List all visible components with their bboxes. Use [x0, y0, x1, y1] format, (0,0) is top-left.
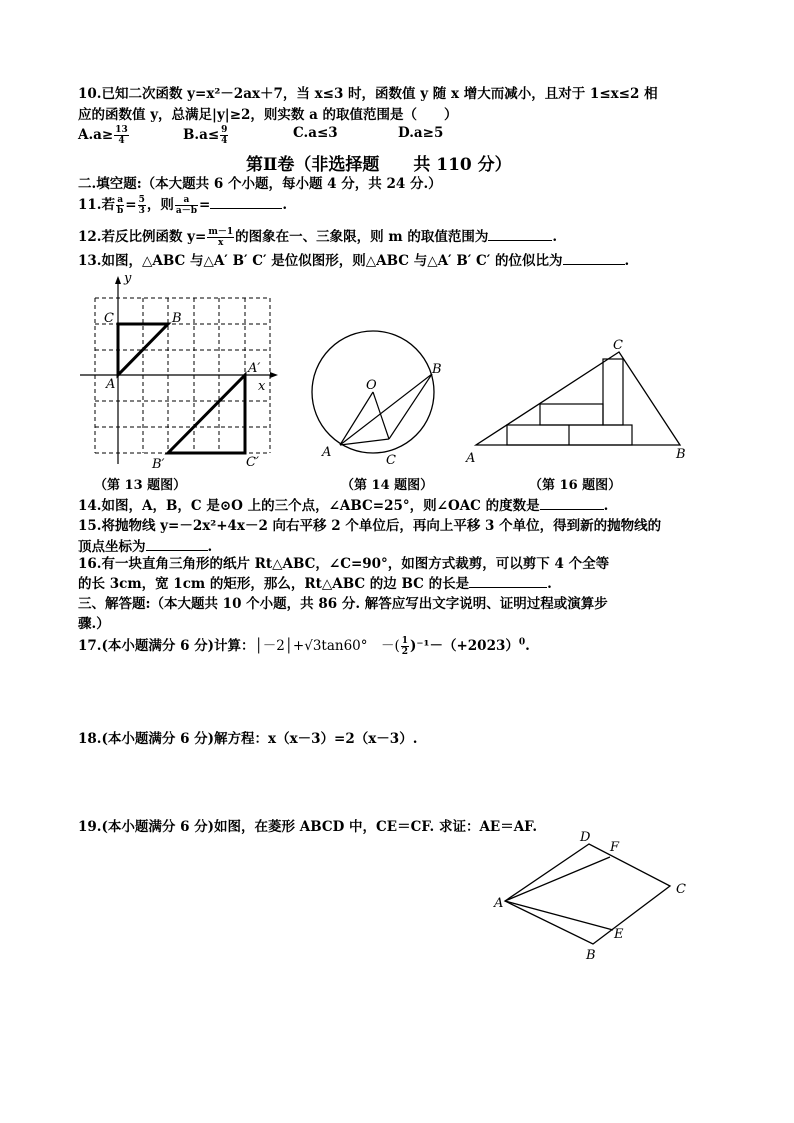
q15-line2-text: 顶点坐标为	[78, 539, 146, 555]
equals-sign: =	[199, 197, 211, 213]
fraction-numerator: 13	[115, 125, 128, 135]
fraction-numerator: 1	[401, 636, 409, 646]
label-c: C	[104, 311, 114, 326]
q10-line1: 10.已知二次函数 y=x²－2ax＋7，当 x≤3 时，函数值 y 随 x 增大而减小，且对于 1≤x≤2 相	[78, 86, 658, 102]
label-b: B	[676, 447, 686, 462]
label-o: O	[366, 378, 377, 393]
answer-blank[interactable]	[563, 252, 625, 265]
q10-option-b-fraction	[220, 125, 228, 146]
caption-figure-16: （第 16 题图）	[529, 478, 622, 493]
x-axis-arrow-icon	[270, 372, 278, 378]
exponent-zero: 0	[518, 637, 526, 648]
segment-cb	[389, 374, 432, 439]
q17-prefix: 17.(本小题满分 6 分)计算：	[78, 638, 255, 654]
q10-line2: 应的函数值 y，总满足|y|≥2，则实数 a 的取值范围是（ ）	[78, 107, 458, 123]
q11-fraction-3	[175, 195, 198, 216]
q10-option-a-fraction	[114, 125, 129, 146]
triangle-a2b2c2	[168, 375, 245, 453]
q14-text: 14.如图，A，B，C 是⊙O 上的三个点，∠ABC=25°，则∠OAC 的度数是	[78, 498, 540, 514]
y-axis-arrow-icon	[115, 276, 121, 284]
fraction-denominator: x	[218, 238, 224, 248]
q11	[78, 193, 287, 216]
q17	[78, 634, 530, 657]
q12-fraction	[207, 227, 234, 248]
period: .	[282, 197, 288, 213]
segment-oa	[340, 392, 373, 445]
label-a-prime: A′	[248, 361, 261, 376]
fraction-denominator: a－b	[175, 206, 197, 216]
answer-blank[interactable]	[488, 228, 552, 241]
segment-oc	[373, 392, 389, 439]
q18: 18.(本小题满分 6 分)解方程：x（x－3）=2（x－3）.	[78, 731, 418, 747]
q13	[78, 249, 629, 269]
q10-option-a-text: A.a≥	[78, 127, 114, 143]
q12-rest: 的图象在一、三象限，则 m 的取值范围为	[235, 229, 489, 245]
q10-option-c: C.a≤3	[293, 125, 338, 141]
figure-13	[75, 268, 285, 473]
section2-title: 第Ⅱ卷（非选择题 共 110 分）	[246, 155, 512, 175]
fraction-denominator: 2	[401, 647, 409, 657]
q11-fraction-1	[116, 195, 124, 216]
label-e: E	[614, 927, 624, 942]
label-b: B	[586, 948, 596, 963]
label-x: x	[258, 379, 266, 394]
q10-option-a	[78, 125, 130, 146]
label-y: y	[124, 271, 132, 286]
label-a: A	[322, 445, 332, 460]
caption-figure-14: （第 14 题图）	[341, 478, 434, 493]
fraction-denominator: 4	[118, 136, 125, 146]
segment-ab	[340, 374, 432, 445]
answer-blank[interactable]	[210, 196, 282, 209]
label-b-prime: B′	[152, 457, 165, 472]
figure-14	[305, 318, 455, 473]
q13-text: 13.如图，△ABC 与△A′ B′ C′ 是位似图形，则△ABC 与△A′ B′ C′ 的位似比为	[78, 253, 563, 269]
q12-prefix: 12.若反比例函数 y=	[78, 229, 207, 245]
period: .	[624, 253, 630, 269]
fraction-numerator: a	[117, 195, 124, 205]
caption-figure-13: （第 13 题图）	[94, 478, 187, 493]
q14	[78, 494, 608, 514]
period: .	[552, 229, 558, 245]
q10-option-b-text: B.a≤	[183, 127, 220, 143]
equals-sign: =	[125, 197, 137, 213]
period: .	[525, 638, 530, 654]
label-c: C	[676, 882, 686, 897]
q16-line1: 16.有一块直角三角形的纸片 Rt△ABC，∠C=90°，如图方式裁剪，可以剪下 4 个全等	[78, 556, 610, 572]
fill-section-header: 二.填空题:（本大题共 6 个小题，每小题 4 分，共 24 分.）	[78, 176, 442, 192]
period: .	[207, 539, 213, 555]
answer-blank[interactable]	[540, 497, 604, 510]
fraction-denominator: 4	[221, 136, 228, 146]
label-a: A	[494, 896, 504, 911]
q10-option-b	[183, 125, 229, 146]
period: .	[547, 576, 552, 592]
answer-section-header-line1: 三、解答题:（本大题共 10 个小题，共 86 分. 解答应写出文字说明、证明过程或演算步	[78, 596, 608, 612]
fraction-numerator: m－1	[208, 227, 234, 237]
q19: 19.(本小题满分 6 分)如图，在菱形 ABCD 中，CE＝CF. 求证：AE＝AF.	[78, 819, 538, 835]
q10-option-d: D.a≥5	[398, 125, 444, 141]
label-a: A	[106, 377, 116, 392]
q17-expression: │－2│+√3tan60° －(	[254, 638, 400, 654]
label-f: F	[610, 840, 620, 855]
q11-prefix: 11.若	[78, 197, 115, 213]
rectangle-vertical	[603, 359, 623, 425]
q12	[78, 225, 557, 248]
q16-line2-text: 的长 3cm，宽 1cm 的矩形，那么，Rt△ABC 的边 BC 的长是	[78, 576, 470, 592]
fraction-denominator: b	[117, 206, 124, 216]
q15-line1: 15.将抛物线 y=－2x²+4x－2 向右平移 2 个单位后，再向上平移 3 个单位，得到新的抛物线的	[78, 518, 662, 534]
label-c: C	[386, 453, 396, 468]
segment-af	[505, 857, 610, 901]
fraction-numerator: a	[175, 195, 198, 206]
figure-19	[490, 828, 700, 963]
segment-ae	[505, 901, 613, 930]
q11-middle: ，则	[146, 197, 174, 213]
fraction-denominator: 3	[138, 206, 145, 216]
q17-power: )⁻¹－（+2023）	[410, 638, 519, 654]
label-b: B	[432, 362, 442, 377]
answer-section-header-line2: 骤.）	[78, 616, 110, 632]
q11-fraction-2	[138, 195, 146, 216]
q17-fraction	[401, 636, 409, 657]
label-a: A	[466, 451, 476, 466]
answer-blank[interactable]	[146, 538, 208, 551]
fraction-numerator: 9	[221, 125, 228, 135]
label-b: B	[172, 311, 182, 326]
fraction-numerator: 5	[138, 195, 145, 205]
label-d: D	[580, 830, 591, 845]
rhombus-abcd	[505, 844, 670, 944]
rectangle-middle	[540, 404, 603, 425]
answer-blank[interactable]	[469, 575, 547, 588]
period: .	[603, 498, 609, 514]
figure-16	[462, 335, 692, 465]
label-c-prime: C′	[246, 455, 259, 470]
q16-line2	[78, 572, 552, 592]
label-c: C	[613, 338, 623, 353]
